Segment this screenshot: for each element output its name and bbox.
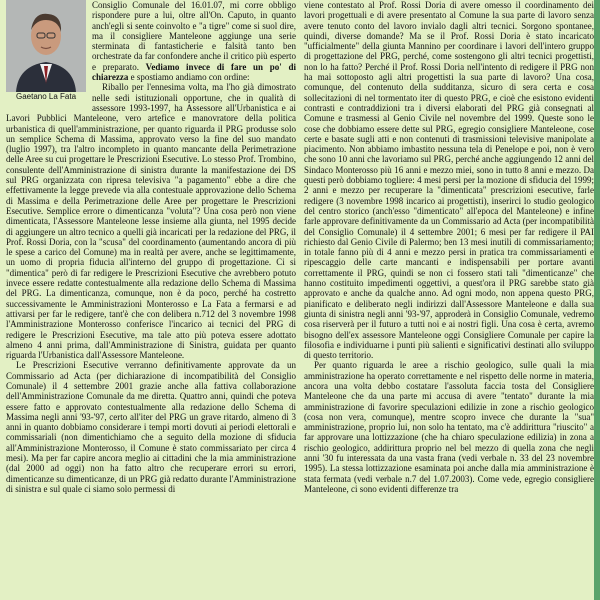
right-paragraph-2: Per quanto riguarda le aree a rischio geologico, sulle quali la mia amministrazione ha operato correttamente e nel rispetto delle norme in materia, ancora una volta debbo costatare l'assoluta faccia tosta del Consigliere Manteleone che da una parte mi accusa di avere "tentato" durante la mia amministrazione di favorire speculazioni edilizie in zone a rischio geologico (cosa non vera, comunque), mentre scopro invece che durante la "sua" amministrazione, proprio lui, non solo ha tentato, ma c'è addirittura "riuscito" a far approvare una lottizzazione (che ha chiaro speculazione edilizia) in zona a rischio geologico, addirittura proprio nel bel mezzo di quella zona che negli anni '30 fu interessata da una vasta frana (vedi verbale n. 33 del 23 novembre 1995). La stessa lottizzazione esaminata poi anche dalla mia amministrazione è stata fermata (vedi verbale n.7 del 1.07.2003). Come vede, egregio consigliere Manteleone, ci sono evidenti differenze tra: [304, 360, 594, 494]
left-paragraph-1: Riballo per l'ennesima volta, ma l'ho già dimostrato nelle sedi istituzionali opportune, che in qualità di assessore 1993-1997, ha Assessore all'Urbanistica e ai Lavori Pubblici Manteleone, vero artefice e manovratore della politica urbanistica di quell'amministrazione, per quanto riguarda il PRG produsse solo un semplice Schema di Massima, approvato verso la fine del suo mandato (luglio 1997), tra l'altro incompleto in quanto mancante della Perimetrazione delle Aree su cui progettare le Prescrizioni Esecutive. Lo stesso Prof. Trombino, consulente dell'Amministrazione di sinistra durante la manifestazione dei DS sul PRG organizzata con ripresa televisiva "a pagamento" ebbe a dire che effettivamente la legge prevede via alla contestuale approvazione dello Schema di Massima e della Perimetrazione delle Aree per progettare le Prescrizioni Esecutive. Semplice errore o dimenticanza "voluta"? Una cosa però non viene dimenticata, l'Assessore Manteleone lesse insieme alla giunta, nel 1995 decide di aggiungere un altro tecnico a quelli già incaricati per la redazione del PRG, il Prof. Rossi Doria, con la "scusa" del coordinamento (aumentando ancora di più le spese a carico del Comune) ma in realtà per avere, anche se legittimamente, un uomo di propria fiducia all'interno del gruppo di progettazione. Ci si "dimentica" però di far redigere le Prescrizioni Esecutive che avrebbero potuto invece essere redatte contestualmente alla redazione dello Schema di Massima del PRG. La dimenticanza, comunque, non è da poco, perché ha costretto successivamente le Amministrazioni Monterosso e La Fata a fermarsi e ad attivarsi per far le redigere, tant'è che con delibera n.712 del 3 novembre 1998 l'Amministrazione Monterosso conferisce l'incarico ai tecnici del PRG di redigere le Prescrizioni Esecutive, ma tale atto più poteva essere adottato almeno 4 anni prima, dall'Amministrazione di Sinistra, guidata per quanto riguarda l'Urbanistica dall'Assessore Manteleone.: [6, 82, 296, 361]
right-paragraph-1: viene contestato al Prof. Rossi Doria di avere omesso il coordinamento dei lavori progettuali e di avere presentato al Comune la sua parte di lavoro senza avere tenuto conto del lavoro invialo dagli altri tecnici. Sorgono spontanee, quindi, diverse domande? Ma se il Prof. Rossi Doria è stato incaricato "ufficialmente" della giunta Mannino per coordinare i lavori dell'intero gruppo di progettazione del PRG, perché, come sostengono gli altri tecnici progettisti, non lo ha fatto? Perché il Prof. Rossi Doria nell'intento di redigere il PRG non ha mai sottoposto agli altri progettisti la sua parte di lavoro? Una cosa, comunque, del contenuto della sudditanza, sicuro di sera certa e cosa sollecitazioni di nel tormentato iter di questo PRG, e cioè che esistono evidenti contrasti e contraddizioni tra i diversi elaborati del PRG già consegnati al Comune e trasmessi al Genio Civile nel novembre del 1999. Queste sono le cose che dobbiamo essere dette sul PRG, egregio consigliere Manteleone, cose certe e basate sugli atti e non contenuti di trasmissioni televisive manipolate a piacimento. Non abbiamo imbastito nessuna tela di Penelope e poi, non è vero che sono 10 anni che lavoriamo sul PRG, perché anche aggiungendo 12 anni del Sindaco Monterosso più 16 anni e mezzo miei, sono in tutto 8 anni e mezzo. Da questi però dobbiamo togliere: 4 mesi persi per la mozione di sfiducia del 1999; 2 anni e mezzo per recuperare la "dimenticata" prescrizioni esecutive, farle redigere (3 novembre 1998 incarico ai progettisti), inserirci lo studio geologico del centro storico (anch'esso "dimenticato" all'epoca del Manteleone) e infine farle approvare definitivamente da un Commissario ad Acta (per incompatibilità del Consiglio Comunale) il 4 settembre 2001; 6 mesi per far redigere il PAI richiesto dal Genio Civile di Palermo; ben 13 mesi inutili di commissariamento; in totale fanno più di 4 anni e mezzo persi in pratica tra commissariamenti e ripescaggio delle carte mancanti e indispensabili per portare avanti correttamente il PRG, quindi se non ci fossero stati tali "dimenticanze" che hanno costituito impedimenti oggettivi, a quest'ora il PRG sarebbe stato già approvato e anche da qualche anno. Ad ogni modo, non appena questo PRG, pianificato e deliberato negli indirizzi dall'Assessore Manteleone e dalla sua giunta di sinistra negli anni '93-'97, approderà in Consiglio Comunale, vedremo cosa riserverà per il futuro a tutti noi e ai nostri figli. Una cosa è certa, avremo bisogno dell'ex assessore Manteleone oggi Consigliere Comunale per capire la filosofia e individuarne i punti più salienti e significativi destinati allo sviluppo di questo territorio.: [304, 0, 594, 361]
left-column: [6, 0, 296, 600]
left-paragraph-2: Le Prescrizioni Esecutive verranno definitivamente approvate da un Commissario ad Acta (per dichiarazione di incompatibilità del Consiglio Comunale) il 4 settembre 2001 grazie anche alla fattiva collaborazione dell'Amministrazione Comunale da me diretta. Quattro anni, quindi che poteva essere fatto e approvato contestualmente alla redazione dello Schema di Massima negli anni '93-'97, certo all'iter del PRG un grave ritardo, almeno di 3 anni in quanto dobbiamo considerare i tempi morti dovuti ai periodi elettorali e commissariali (non dimentichiamo che a seguito della mozione di sfiducia all'Amministrazione Monterosso, il Comune è stato commissariato per circa 4 mesi). Ma per far capire ancora meglio ai cittadini che la mia amministrazione (dal 2000 ad oggi) non ha fatto altro che recuperare errori su errori, dimenticanze su dimenticanze, di un PRG già redatto durante l'Amministrazione di sinistra e sul quale ci siamo solo permessi di: [6, 360, 296, 494]
portrait-figure: [6, 0, 86, 106]
page-edge-strip: [594, 0, 600, 600]
portrait-caption: Gaetano La Fata: [15, 92, 77, 101]
portrait-image: [6, 0, 86, 92]
intro-tail: e spostiamo andiamo con ordine:: [128, 72, 250, 83]
right-column: [304, 0, 594, 600]
portrait-photo: [6, 0, 86, 92]
intro-emphasis: Vediamo invece di fare un po' di chiarezza: [92, 61, 296, 83]
intro-text: Consiglio Comunale del 16.01.07, mi corre obbligo rispondere pure a lui, oltre all'On. Caputo, in quanto anch'egli si sente coinvolto e "a tigre" come si suol dire, ma il consigliere Manteleone aggiunge una serie sterminata di fantasticherie e falsità tanto ben orchestrate da far confondere anche il critico più esperto e preparato.: [92, 0, 296, 72]
